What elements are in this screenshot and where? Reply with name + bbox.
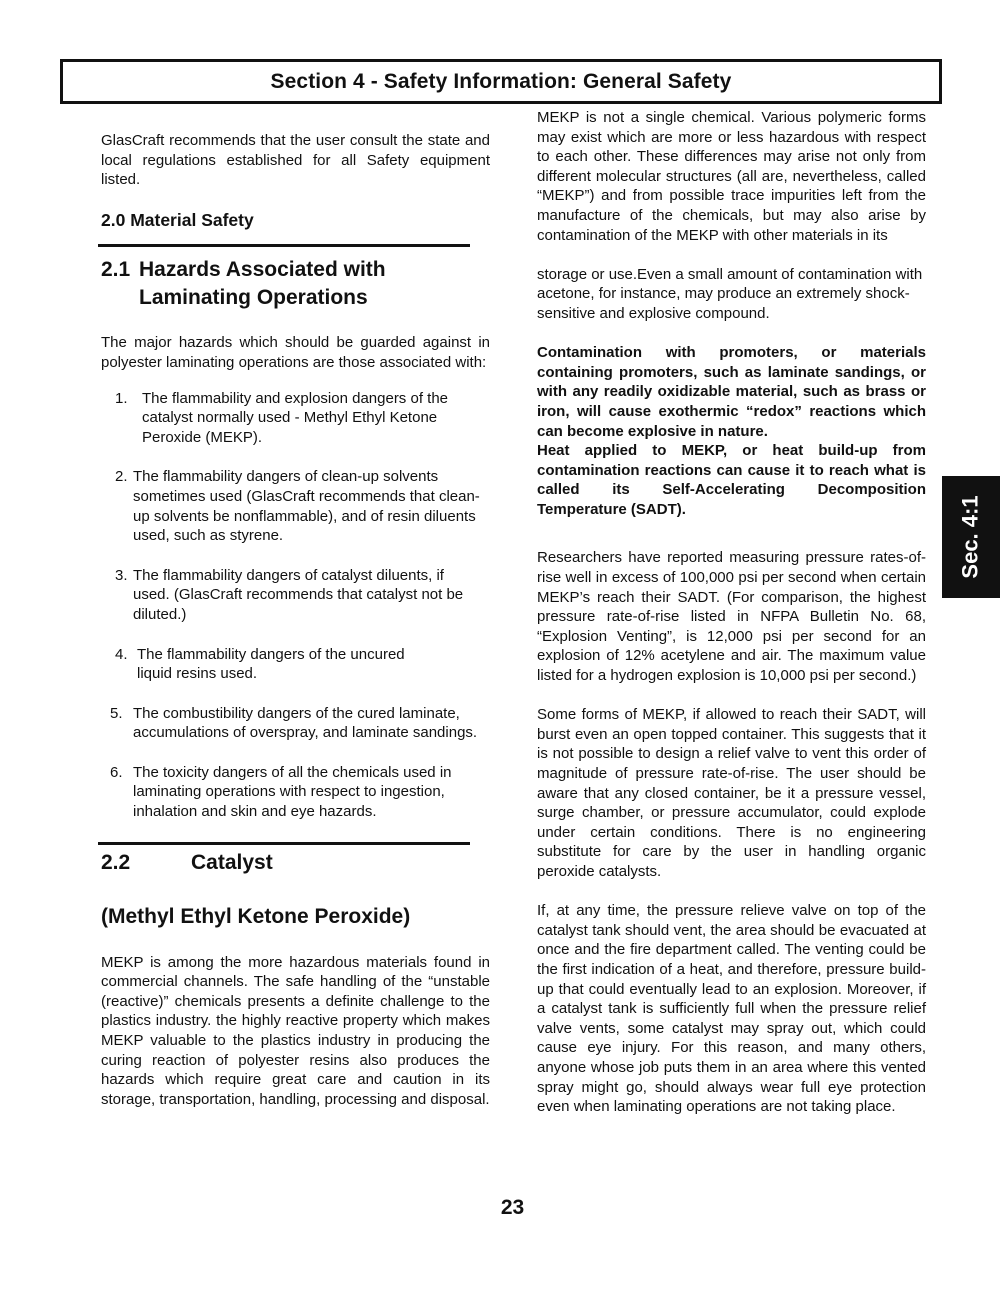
list-item-text: The combustibility dangers of the cured laminate, accumulations of overspray, and laminate sandings.	[133, 704, 478, 742]
list-item-number: 5.	[110, 704, 123, 722]
list-item-text: The flammability dangers of catalyst diluents, if used. (GlasCraft recommends that catalyst not be diluted.)	[133, 566, 464, 623]
list-item	[101, 645, 490, 684]
list-item-number: 4.	[115, 645, 128, 663]
catalyst-heading-number: 2.2	[101, 850, 131, 874]
left-column	[101, 131, 490, 1109]
hazards-heading-number: 2.1	[101, 258, 131, 282]
list-item-text: The flammability dangers of the uncured liquid resins used.	[137, 645, 405, 683]
mekp-paragraph: MEKP is among the more hazardous materials found in commercial channels. The safe handling of the “unstable (reactive)” chemicals presents a definite challenge to the plastics industry. the highly reactive property which makes MEKP valuable to the plastics industry in producing the curing reaction of polyester resins also produces the hazards which require great care and caution in its storage, transportation, handling, processing and disposal.	[101, 953, 490, 1108]
paragraph: Some forms of MEKP, if allowed to reach their SADT, will burst even an open topped container. This suggests that it is not possible to design a relief valve to vent this order of magnitude of pressure rate-of-rise. The user should be aware that any closed container, be it a pressure vessel, surge chamber, or pressure accumulator, could explode under certain conditions. There is no engineering substitute for care by the user in handling organic peroxide catalysts.	[537, 706, 926, 880]
hazards-heading-line2: Laminating Operations	[139, 286, 368, 310]
list-item-number: 2.	[115, 468, 128, 486]
hazards-list	[101, 389, 490, 822]
section-title: Section 4 - Safety Information: General Safety	[270, 69, 732, 93]
section-header	[60, 59, 942, 104]
page-number: 23	[500, 1196, 525, 1219]
list-item	[101, 704, 490, 743]
warning-paragraph: Contamination with promoters, or materials containing promoters, such as laminate sandings, or with any readily oxidizable material, such as brass or iron, will cause exothermic “redox” reactions which can become explosive in nature.	[537, 344, 926, 440]
mekp-heading: (Methyl Ethyl Ketone Peroxide)	[101, 904, 411, 928]
section-tab-label: Sec. 4:1	[958, 495, 984, 579]
catalyst-heading-title: Catalyst	[191, 850, 273, 874]
paragraph: storage or use.Even a small amount of contamination with acetone, for instance, may produce an extremely shock-sensitive and explosive compound.	[537, 265, 923, 322]
paragraph: MEKP is not a single chemical. Various polymeric forms may exist which are more or less hazardous with respect to each other. These differences may arise not only from different molecular structures (all are, nevertheless, called “MEKP”) and from possible trace impurities left from the manufacture of the chemicals, but may also arise by contamination of the MEKP with other materials in its	[537, 109, 926, 244]
hazards-heading-line1: Hazards Associated with	[139, 258, 386, 282]
right-column	[537, 108, 926, 1117]
warning-paragraph: Heat applied to MEKP, or heat build-up from contamination reactions can cause it to reach what is called its Self-Accelerating Decomposition Temperature (SADT).	[537, 442, 926, 518]
section-tab	[942, 476, 1000, 598]
list-item-text: The flammability dangers of clean-up solvents sometimes used (GlasCraft recommends that clean-up solvents be nonflammable), and of resin diluents used, such as styrene.	[133, 468, 480, 545]
section-divider	[98, 244, 470, 247]
list-item	[101, 389, 490, 448]
list-item-number: 6.	[110, 763, 123, 781]
list-item-number: 1.	[115, 389, 128, 407]
list-item	[101, 566, 490, 625]
paragraph: Researchers have reported measuring pressure rates-of-rise well in excess of 100,000 psi per second when certain MEKP’s reach their SADT. (For comparison, the highest pressure rate-of-rise listed in NFPA Bulletin No. 68, “Explosion Venting”, is 12,000 psi per second for an explosion of 12% acetylene and air. The maximum value listed for a hydrogen explosion is 10,000 psi per second.)	[537, 549, 926, 685]
section-divider	[98, 842, 470, 845]
paragraph: If, at any time, the pressure relieve valve on top of the catalyst tank should vent, the area should be evacuated at once and the fire department called. The venting could be the first indication of a heat, and therefore, pressure build-up that could eventually lead to an explosion. Moreover, if a catalyst tank is sufficiently full when the pressure relief valve vents, some catalyst may spray out, which could cause eye injury. For this reason, and many others, anyone whose job puts them in an area where this vented spray might go, should always wear full eye protection even when laminating operations are not taking place.	[537, 902, 926, 1116]
intro-paragraph: GlasCraft recommends that the user consult the state and local regulations established for all Safety equipment listed.	[101, 132, 490, 189]
list-item	[101, 763, 490, 822]
list-item	[101, 467, 490, 545]
hazards-intro: The major hazards which should be guarded against in polyester laminating operations are those associated with:	[101, 334, 490, 371]
catalyst-heading	[101, 849, 490, 877]
material-safety-heading: 2.0 Material Safety	[101, 209, 254, 230]
hazards-heading	[101, 256, 490, 312]
list-item-number: 3.	[115, 566, 128, 584]
list-item-text: The flammability and explosion dangers of the catalyst normally used - Methyl Ethyl Ketone Peroxide (MEKP).	[142, 389, 449, 446]
list-item-text: The toxicity dangers of all the chemicals used in laminating operations with respect to ingestion, inhalation and skin and eye hazards.	[133, 763, 452, 821]
